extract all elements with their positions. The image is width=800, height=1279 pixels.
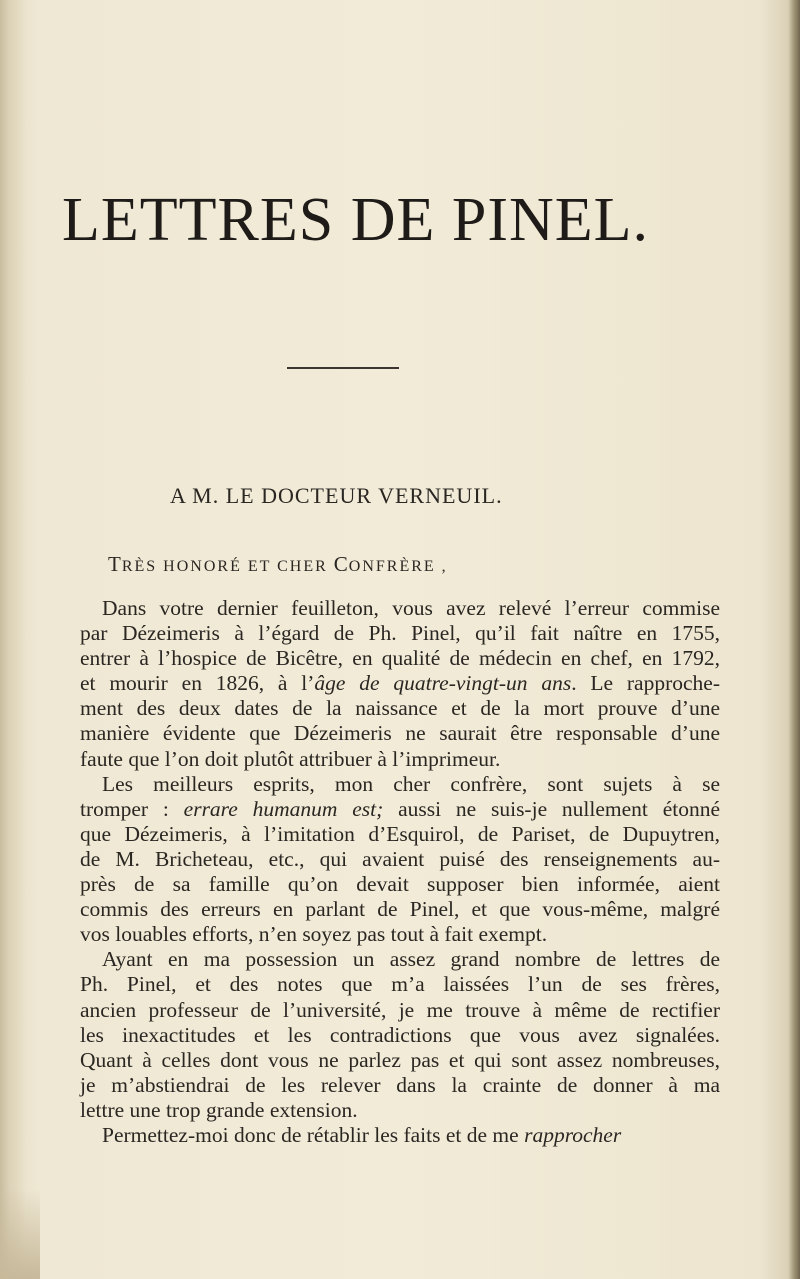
text-segment: près de sa famille qu’on devait supposer bien informée, aient (80, 872, 720, 897)
text-line (80, 671, 720, 696)
text-line (80, 596, 720, 621)
title-divider (287, 367, 399, 369)
page-corner-stain (0, 1189, 40, 1279)
text-segment: faute que l’on doit plutôt attribuer à l’imprimeur. (80, 746, 501, 771)
text-line (80, 696, 720, 721)
text-segment: je m’abstiendrai de les relever dans la crainte de donner à ma (80, 1072, 720, 1097)
paragraph (80, 1123, 720, 1148)
page-gutter-shadow (0, 0, 26, 1279)
italic-text: âge de quatre-vingt-un ans (314, 671, 572, 696)
text-line (80, 721, 720, 746)
page-title: LETTRES DE PINEL. (62, 186, 649, 254)
text-segment: Ph. Pinel, et des notes que m’a laissées l’un de ses frères, (80, 972, 720, 997)
italic-text: rapprocher (524, 1122, 622, 1147)
text-line (80, 1073, 720, 1098)
italic-text: errare humanum est; (183, 796, 384, 821)
text-segment: ancien professeur de l’université, je me trouve à même de rectifier (80, 997, 720, 1022)
text-line (80, 1023, 720, 1048)
text-line (80, 747, 720, 772)
text-segment: que Dézeimeris, à l’imitation d’Esquirol, de Pariset, de Dupuytren, (80, 821, 720, 846)
text-line (80, 772, 720, 797)
text-segment: manière évidente que Dézeimeris ne saurait être responsable d’une (80, 721, 720, 746)
text-segment: commis des erreurs en parlant de Pinel, et que vous-même, malgré (80, 897, 720, 922)
text-line (80, 1098, 720, 1123)
text-line (80, 646, 720, 671)
text-line (80, 1123, 720, 1148)
salutation-text-2: ONFRÈRE , (348, 558, 448, 575)
text-segment: de M. Bricheteau, etc., qui avaient puisé des renseignements au- (80, 846, 720, 871)
text-segment: Les meilleurs esprits, mon cher confrère, sont sujets à se (102, 771, 720, 796)
paragraph (80, 772, 720, 948)
text-line (80, 872, 720, 897)
text-segment: ment des deux dates de la naissance et de la mort prouve d’une (80, 696, 720, 721)
text-line (80, 972, 720, 997)
text-line (80, 847, 720, 872)
salutation (108, 552, 448, 577)
text-segment: et mourir en 1826, à l’ (80, 671, 315, 696)
text-segment: Ayant en ma possession un assez grand nombre de lettres de (102, 947, 720, 972)
text-line (80, 822, 720, 847)
text-line (80, 1048, 720, 1073)
salutation-initial-t: T (108, 552, 122, 576)
text-segment: les inexactitudes et les contradictions que vous avez signalées. (80, 1022, 720, 1047)
text-line (80, 897, 720, 922)
text-line (80, 998, 720, 1023)
salutation-initial-c: C (333, 552, 349, 576)
text-segment: Dans votre dernier feuilleton, vous avez relevé l’erreur commise (102, 596, 720, 620)
text-segment: . Le rapproche- (571, 671, 720, 696)
salutation-text-1: RÈS HONORÉ ET CHER (121, 558, 334, 575)
page-edge-shadow (788, 0, 800, 1279)
paragraph (80, 596, 720, 772)
text-segment: vos louables efforts, n’en soyez pas tout à fait exempt. (80, 922, 548, 947)
text-line (80, 947, 720, 972)
text-segment: tromper : (80, 796, 184, 821)
text-segment: aussi ne suis-je nullement étonné (383, 796, 721, 821)
addressee-heading: A M. LE DOCTEUR VERNEUIL. (170, 483, 503, 508)
letter-body (80, 596, 720, 1148)
paragraph (80, 947, 720, 1123)
text-line (80, 621, 720, 646)
text-segment: par Dézeimeris à l’égard de Ph. Pinel, qu’il fait naître en 1755, (80, 621, 720, 646)
text-segment: Permettez-moi donc de rétablir les faits et de me (102, 1122, 525, 1147)
text-segment: lettre une trop grande extension. (80, 1097, 358, 1122)
text-line (80, 922, 720, 947)
text-line (80, 797, 720, 822)
text-segment: Quant à celles dont vous ne parlez pas et qui sont assez nombreuses, (80, 1047, 720, 1072)
text-segment: entrer à l’hospice de Bicêtre, en qualité de médecin en chef, en 1792, (80, 646, 720, 671)
